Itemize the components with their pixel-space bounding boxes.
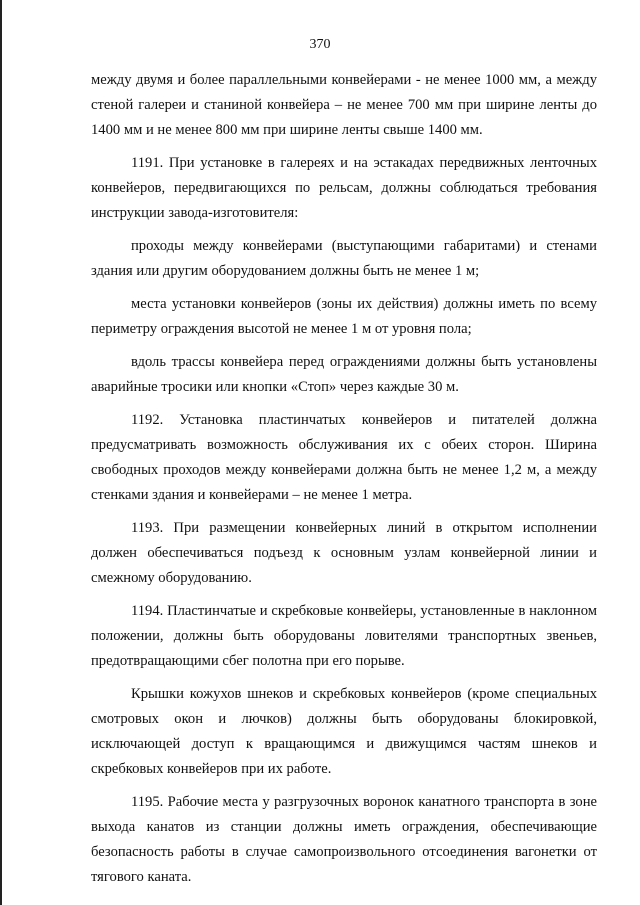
- page-number: 370: [309, 37, 331, 52]
- paragraph-1195: 1195. Рабочие места у разгрузочных воронок канатного транспорта в зоне выхода канатов из станции должны иметь ограждения, обеспечивающие безопасность работы в случае самопроизвольного отсоединения вагонетки от тягового каната.: [91, 794, 597, 885]
- paragraph-covers: Крышки кожухов шнеков и скребковых конвейеров (кроме специальных смотровых окон и лючков) должны быть оборудованы блокировкой, исключающей доступ к вращающимся и движущимся частям шнеков и скребковых конвейеров при их работе.: [91, 686, 597, 777]
- paragraph-1191: 1191. При установке в галереях и на эстакадах передвижных ленточных конвейеров, передвигающихся по рельсам, должны соблюдаться требования инструкции завода-изготовителя:: [91, 155, 597, 221]
- paragraph-1192: 1192. Установка пластинчатых конвейеров и питателей должна предусматривать возможность обслуживания их с обеих сторон. Ширина свободных проходов между конвейерами должна быть не менее 1,2 м, а между стенками здания и конвейерами – не менее 1 метра.: [91, 412, 597, 503]
- scan-edge: [0, 0, 2, 905]
- paragraph-1194: 1194. Пластинчатые и скребковые конвейеры, установленные в наклонном положении, должны быть оборудованы ловителями транспортных звеньев, предотвращающими сбег полотна при его порыве.: [91, 603, 597, 669]
- paragraph-continuation: между двумя и более параллельными конвейерами - не менее 1000 мм, а между стеной галереи и станиной конвейера – не менее 700 мм при ширине ленты до 1400 мм и не менее 800 мм при ширине ленты свыше 1400 мм.: [91, 72, 597, 138]
- paragraph-passages: проходы между конвейерами (выступающими габаритами) и стенами здания или другим оборудованием должны быть не менее 1 м;: [91, 238, 597, 279]
- paragraph-fencing: места установки конвейеров (зоны их действия) должны иметь по всему периметру ограждения высотой не менее 1 м от уровня пола;: [91, 296, 597, 337]
- document-body: [91, 68, 597, 890]
- paragraph-stop-cables: вдоль трассы конвейера перед ограждениями должны быть установлены аварийные тросики или кнопки «Стоп» через каждые 30 м.: [91, 354, 597, 395]
- paragraph-1193: 1193. При размещении конвейерных линий в открытом исполнении должен обеспечиваться подъезд к основным узлам конвейерной линии и смежному оборудованию.: [91, 520, 597, 586]
